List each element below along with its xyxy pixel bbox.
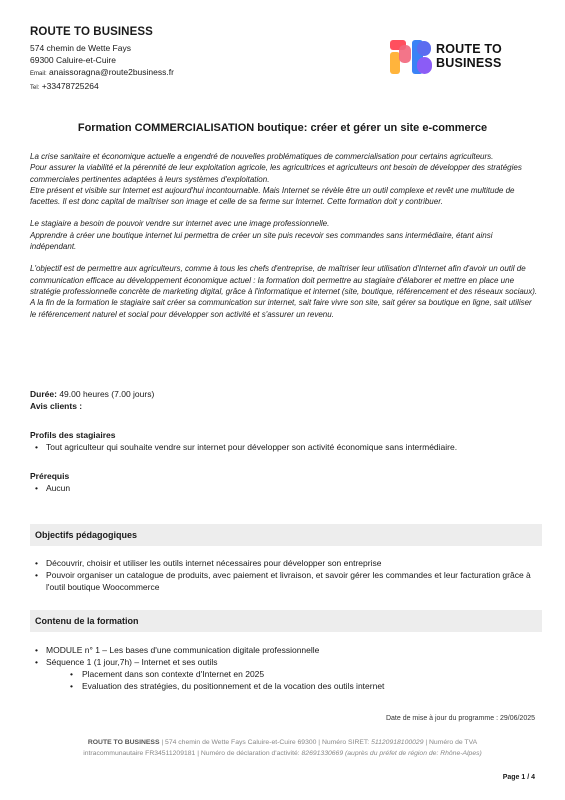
page-number: Page 1 / 4 [502,774,535,781]
footer-siret: 51120918100029 [371,739,424,746]
update-date: Date de mise à jour du programme : 29/06/2025 [385,715,535,722]
tel-value: +33478725264 [41,81,99,91]
content-heading: Contenu de la formation [30,610,542,632]
tel-label: Tel: [30,85,40,91]
content-list [30,644,540,668]
intro-paragraph-1: La crise sanitaire et économique actuelle a engendré de nouvelles problématiques de commercialisation pour certains agriculteurs. Pour assurer la viabilité et la pérennité de leur exploitation agricole, les agricultrices et agriculteurs ont besoin de développer des stratégies commerciales pertinentes adaptées à leurs systèmes d'exploitation. Etre présent et visible sur Internet est aujourd'hui incontournable. Mais Internet se révèle être un outil complexe et revêt une multitude de facettes. Il est donc capital de maîtriser son image et celle de sa ferme sur Internet. Cette formation doit y contribuer. [30,152,522,207]
list-item: • Placement dans son contexte d'Internet en 2025 [30,668,540,680]
logo-line1: ROUTE TO [436,42,502,56]
content-section [30,644,540,692]
course-details [30,388,540,494]
footer-company: ROUTE TO BUSINESS [87,739,160,746]
logo-wordmark [436,42,502,70]
list-item: • Evaluation des stratégies, du positionnement et de la vocation des outils internet [30,680,540,692]
content-sublist [30,668,540,692]
intro-paragraph-3: L'objectif est de permettre aux agriculteurs, comme à tous les chefs d'entreprise, de maîtriser leur utilisation d'Internet afin d'avoir un outil de communication efficace au développement économique actuel : la formation doit permettre au stagiaire d'élaborer et mettre en place une stratégie professionnelle concrète de marketing digital, grâce à l'informatique et internet (site, boutique, référencement et des réseaux sociaux). A la fin de la formation le stagiaire sait créer sa communication sur internet, sait faire vivre son site, sait gérer sa boutique en ligne, sait utiliser le référencement naturel et social pour développer son activité et s'assurer un revenu. [30,264,538,319]
footer-decl-note: (auprès du préfet de région de: Rhône-Alpes) [343,749,482,757]
company-name: ROUTE TO BUSINESS [30,26,153,38]
list-item: • Pouvoir organiser un catalogue de produits, avec paiement et livraison, et savoir gérer les commandes et leur facturation grâce à l'outil boutique Woocommerce [30,569,540,593]
footer-line1 [30,738,535,749]
page-title: Formation COMMERCIALISATION boutique: créer et gérer un site e-commerce [77,122,488,134]
company-email [30,66,330,80]
company-address-line1: 574 chemin de Wette Fays [30,43,131,53]
footer-line2 [30,749,535,760]
profiles-list [30,441,540,453]
logo-line2: BUSINESS [436,56,502,70]
logo [390,40,540,76]
footer-address: | 574 chemin de Wette Fays Caluire-et-Cuire 69300 | Numéro SIRET: [159,739,372,746]
list-item: • Tout agriculteur qui souhaite vendre sur internet pour développer son activité économique sans intermédiaire. [30,441,540,453]
company-address-line2: 69300 Caluire-et-Cuire [30,55,116,65]
profiles-heading: Profils des stagiaires [30,430,116,440]
prereq-heading: Prérequis [30,471,70,481]
list-item: • Aucun [30,482,540,494]
intro-text [30,151,540,331]
email-label: Email: [30,71,47,77]
objectives-section [30,557,540,593]
logo-mark-icon [390,40,432,74]
company-phone [30,80,330,94]
company-info [30,26,330,94]
footer [30,738,535,759]
footer-tva-label: | Numéro de TVA [423,739,478,746]
list-item: • Découvrir, choisir et utiliser les outils internet nécessaires pour développer son entreprise [30,557,540,569]
email-link[interactable]: anaissoragna@route2business.fr [49,67,174,77]
intro-paragraph-2: Le stagiaire a besoin de pouvoir vendre sur internet avec une image professionnelle. Apprendre à créer une boutique internet lui permettra de créer un site puis recevoir ses commandes sans intermédiaire, étant ainsi indépendant. [30,219,493,252]
footer-decl-number: 82691330669 [301,749,344,757]
list-item: • Séquence 1 (1 jour,7h) – Internet et ses outils [30,656,540,668]
list-item: • MODULE n° 1 – Les bases d'une communication digitale professionnelle [30,644,540,656]
duration [30,388,540,400]
footer-tva-decl: intracommunautaire FR34511209181 | Numéro de déclaration d'activité: [83,749,302,757]
duration-value: 49.00 heures (7.00 jours) [59,389,155,399]
objectives-heading: Objectifs pédagogiques [30,524,542,546]
prereq-list [30,482,540,494]
objectives-list [30,557,540,593]
duration-label: Durée: [30,389,57,399]
reviews-label: Avis clients : [30,401,83,411]
